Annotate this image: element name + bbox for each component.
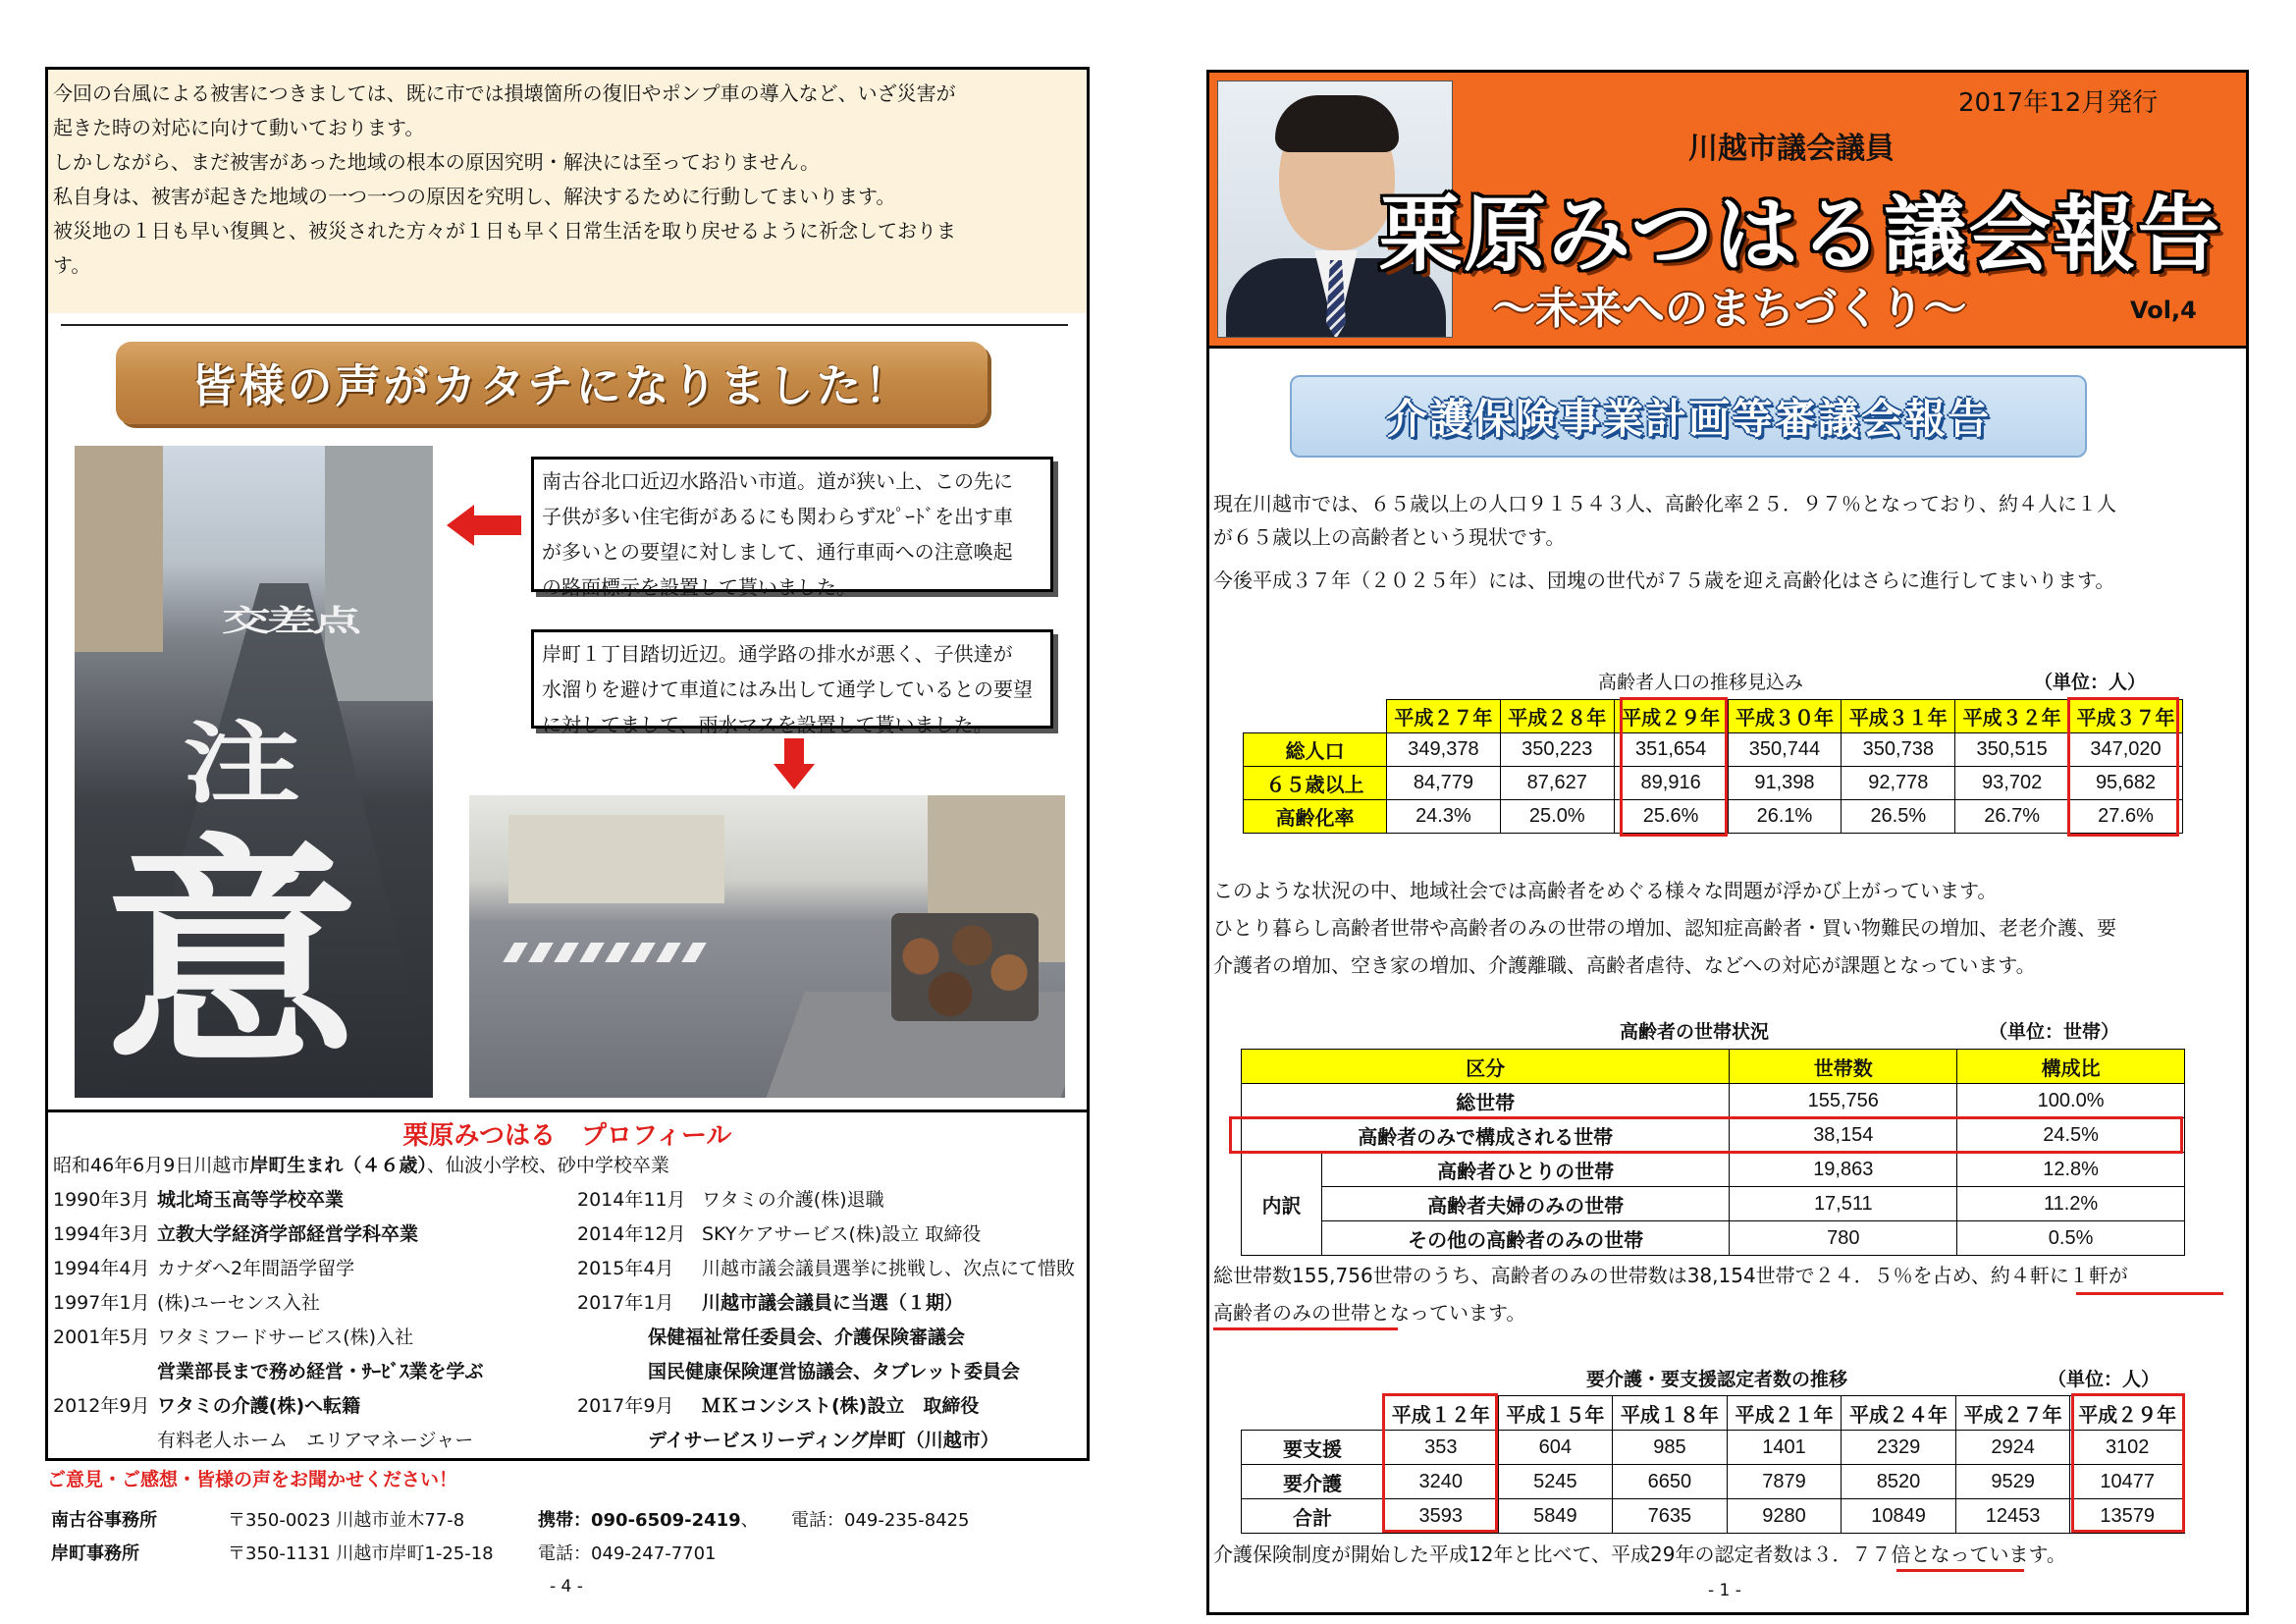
- table-cell: 5245: [1498, 1465, 1613, 1499]
- table-cell: 350,223: [1500, 733, 1614, 767]
- intro-line: 今回の台風による被害につきましては、既に市では損壊箇所の復旧やポンプ車の導入など、いざ災害が: [53, 81, 956, 105]
- row-label: 高齢化率: [1244, 800, 1387, 834]
- profile-entry: [53, 1257, 354, 1280]
- table-cell: 350,738: [1842, 733, 1955, 767]
- table-cell: 3102: [2070, 1431, 2185, 1465]
- divider: [48, 1110, 1087, 1112]
- divider: [1209, 346, 2246, 349]
- row-label: 総人口: [1244, 733, 1387, 767]
- row-label: 要介護: [1242, 1465, 1384, 1499]
- profile-entry: [157, 1360, 484, 1383]
- table-cell: 11.2%: [1957, 1187, 2185, 1221]
- profile-date: 2014年12月: [577, 1223, 686, 1245]
- intro-line: す。: [53, 253, 91, 277]
- highlight-box-h29: [2071, 1393, 2185, 1533]
- photo2-caption: [531, 629, 1053, 736]
- table-header: 世帯数: [1730, 1050, 1957, 1084]
- profile-text: 営業部長まで務め経営・ｻｰﾋﾞｽ業を学ぶ: [157, 1361, 484, 1382]
- caption-line: が多いとの要望に対しまして、通行車両への注意喚起: [542, 540, 1013, 564]
- photo1-caption: [531, 457, 1053, 599]
- table-cell: 92,778: [1842, 767, 1955, 800]
- table-header: 平成３２年: [1955, 700, 2069, 733]
- road-marking-text-bottom: 意: [104, 813, 359, 1098]
- profile-entry: [53, 1291, 320, 1315]
- office1-row: [51, 1506, 157, 1532]
- table3-caption: 要介護・要支援認定者数の推移: [1586, 1369, 1848, 1390]
- table-cell: 87,627: [1500, 767, 1614, 800]
- section-title-scroll: [1290, 375, 2087, 458]
- table-cell: 3593: [1384, 1499, 1499, 1534]
- table-cell: 604: [1498, 1431, 1613, 1465]
- profile-text: ワタミの介護(株)へ転籍: [157, 1395, 361, 1417]
- profile-entry: [648, 1326, 965, 1349]
- row-label: その他の高齢者のみの世帯: [1321, 1221, 1729, 1256]
- profile-entry: [648, 1429, 999, 1452]
- report-subtitle: ～未来へのまちづくり～: [1492, 284, 1967, 334]
- table-corner: [1242, 1396, 1384, 1431]
- office1-name: 南古谷事務所: [51, 1510, 157, 1531]
- table-header: 平成１８年: [1613, 1396, 1728, 1431]
- table-cell: 985: [1613, 1431, 1728, 1465]
- profile-date: 1997年1月: [53, 1292, 150, 1314]
- table-cell: 38,154: [1730, 1118, 1957, 1153]
- profile-date: 2014年11月: [577, 1189, 686, 1211]
- row-label: 総世帯: [1242, 1084, 1730, 1118]
- highlight-box-elderly-households: [1229, 1116, 2183, 1154]
- member-title: 川越市議会議員: [1688, 132, 1895, 166]
- table-cell: 0.5%: [1957, 1221, 2185, 1256]
- profile-entry: [53, 1222, 418, 1246]
- contact-title: ご意見・ご感想・皆様の声をお聞かせください！: [47, 1469, 458, 1490]
- table-row: [1242, 1153, 2185, 1187]
- table1-unit: （単位：人）: [2034, 672, 2147, 693]
- report-title: 栗原みつはる議会報告: [1379, 187, 2222, 283]
- mobile-number: 携帯：090-6509-2419: [538, 1510, 741, 1531]
- profile-text: 国民健康保険運営協議会、タブレット委員会: [648, 1361, 1021, 1382]
- profile-date: 1994年4月: [53, 1258, 150, 1279]
- table-cell: 24.3%: [1387, 800, 1501, 834]
- table-header: 平成１２年: [1384, 1396, 1499, 1431]
- table-cell: 155,756: [1730, 1084, 1957, 1118]
- table-cell: 351,654: [1614, 733, 1728, 767]
- profile-text: 立教大学経済学部経営学科卒業: [157, 1223, 419, 1245]
- underline-highlight: [2076, 1292, 2223, 1295]
- intro-text: [53, 77, 1084, 283]
- paragraph-line: 現在川越市では、６５歳以上の人口９１５４３人、高齢化率２５．９７％となっており、約４人に１人: [1213, 492, 2116, 515]
- profile-date: 2012年9月: [53, 1395, 150, 1417]
- table-cell: 27.6%: [2069, 800, 2183, 834]
- profile-text: 城北埼玉高等学校卒業: [157, 1189, 345, 1211]
- profile-text: デイサービスリーディング岸町（川越市）: [648, 1430, 999, 1451]
- profile-text: ワタミフードサービス(株)入社: [157, 1326, 414, 1348]
- table-cell: 780: [1730, 1221, 1957, 1256]
- profile-text: ワタミの介護(株)退職: [702, 1189, 884, 1211]
- office2-name: 岸町事務所: [51, 1543, 139, 1564]
- table-cell: 13579: [2070, 1499, 2185, 1534]
- caption-line: 水溜りを避けて車道にはみ出して通学しているとの要望: [542, 677, 1033, 701]
- row-label: 高齢者夫婦のみの世帯: [1321, 1187, 1729, 1221]
- table-cell: 350,744: [1728, 733, 1842, 767]
- table-header: 平成１５年: [1498, 1396, 1613, 1431]
- paragraph-line: このような状況の中、地域社会では高齢者をめぐる様々な問題が浮かび上がっています。: [1213, 879, 1998, 902]
- table-cell: 1401: [1727, 1431, 1842, 1465]
- underline-highlight: [1896, 1569, 2024, 1572]
- intro-line: 私自身は、被害が起きた地域の一つ一つの原因を究明し、解決するために行動してまいります。: [53, 185, 896, 208]
- profile-entry: [577, 1222, 981, 1246]
- office2-tel: 電話：049-247-7701: [538, 1543, 717, 1564]
- underline-highlight: [1213, 1327, 1398, 1330]
- row-label: 合計: [1242, 1499, 1384, 1534]
- table-cell: 347,020: [2069, 733, 2183, 767]
- caption-line: の路面標示を設置して貰いました。: [542, 575, 856, 599]
- profile-intro-birthplace: 岸町生まれ（４６歳）: [249, 1155, 427, 1176]
- table-header: 平成２９年: [2070, 1396, 2185, 1431]
- table-cell: 100.0%: [1957, 1084, 2185, 1118]
- caption-line: 南古谷北口近辺水路沿い市道。道が狭い上、この先に: [542, 469, 1013, 493]
- profile-entry: [648, 1360, 1020, 1383]
- office2-row: [51, 1540, 139, 1565]
- table-cell: 24.5%: [1957, 1118, 2185, 1153]
- table-cell: 349,378: [1387, 733, 1501, 767]
- table-header: 平成２１年: [1727, 1396, 1842, 1431]
- profile-entry: [577, 1188, 884, 1212]
- profile-text: 保健福祉常任委員会、介護保険審議会: [648, 1326, 966, 1348]
- voices-banner: [116, 342, 988, 424]
- divider: [61, 324, 1068, 326]
- table-cell: 6650: [1613, 1465, 1728, 1499]
- profile-intro-suffix: 、仙波小学校、砂中学校卒業: [426, 1155, 669, 1176]
- profile-entry: [53, 1394, 360, 1418]
- table-cell: 9529: [1955, 1465, 2070, 1499]
- caption-line: に対してまして、雨水マスを設置して貰いました。: [542, 713, 993, 736]
- profile-entry: [577, 1257, 1075, 1280]
- table-cell: 26.1%: [1728, 800, 1842, 834]
- intro-line: 被災地の１日も早い復興と、被災された方々が１日も早く日常生活を取り戻せるように祈念しておりま: [53, 219, 956, 243]
- table-header: 平成２４年: [1842, 1396, 1956, 1431]
- storm-drain-photo: [469, 795, 1065, 1098]
- highlight-box-h37: [2067, 697, 2179, 837]
- office2-address: 〒350-1131 川越市岸町1-25-18: [228, 1543, 494, 1564]
- table-row: [1242, 1221, 2185, 1256]
- highlight-box-h29: [1620, 697, 1728, 837]
- profile-text: SKYケアサービス(株)設立 取締役: [702, 1223, 982, 1245]
- table-cell: 91,398: [1728, 767, 1842, 800]
- table-corner: [1244, 700, 1387, 733]
- table-header: 平成２８年: [1500, 700, 1614, 733]
- row-label: 高齢者ひとりの世帯: [1321, 1153, 1729, 1187]
- table-cell: 25.6%: [1614, 800, 1728, 834]
- table-cell: 350,515: [1955, 733, 2069, 767]
- profile-date: 1990年3月: [53, 1189, 150, 1211]
- profile-entry: [53, 1326, 413, 1349]
- table-cell: 19,863: [1730, 1153, 1957, 1187]
- intro-line: しかしながら、まだ被害があった地域の根本の原因究明・解決には至っておりません。: [53, 150, 820, 174]
- paragraph-line: 総世帯数155,756世帯のうち、高齢者のみの世帯数は38,154世帯で２４．５％を占め、約４軒に１軒が: [1213, 1264, 2128, 1287]
- table-row: [1242, 1084, 2185, 1118]
- table-cell: 10849: [1842, 1499, 1956, 1534]
- profile-text: 有料老人ホーム エリアマネージャー: [157, 1430, 474, 1451]
- table-cell: 3240: [1384, 1465, 1499, 1499]
- paragraph-line: 高齢者のみの世帯となっています。: [1213, 1301, 1526, 1325]
- table-cell: 26.5%: [1842, 800, 1955, 834]
- row-label: 高齢者のみで構成される世帯: [1242, 1118, 1730, 1153]
- table2-caption: 高齢者の世帯状況: [1620, 1021, 1770, 1043]
- profile-text: 川越市議会議員に当選（１期）: [702, 1292, 964, 1314]
- profile-entry: [577, 1291, 963, 1315]
- table-cell: 2924: [1955, 1431, 2070, 1465]
- table-cell: 89,916: [1614, 767, 1728, 800]
- table-header: 平成３１年: [1842, 700, 1955, 733]
- table1-caption: 高齢者人口の推移見込み: [1598, 672, 1804, 693]
- table-cell: 17,511: [1730, 1187, 1957, 1221]
- table-cell: 25.0%: [1500, 800, 1614, 834]
- table-cell: 7879: [1727, 1465, 1842, 1499]
- road-marking-text-mid: 注: [183, 711, 300, 815]
- table-cell: 8520: [1842, 1465, 1956, 1499]
- paragraph-line: が６５歳以上の高齢者という現状です。: [1213, 525, 1566, 549]
- profile-text: ＭＫコンシスト(株)設立 取締役: [702, 1395, 980, 1417]
- issue-date: 2017年12月発行: [1958, 88, 2159, 118]
- table-cell: 10477: [2070, 1465, 2185, 1499]
- table2-unit: （単位：世帯）: [1989, 1021, 2120, 1043]
- table-cell: 12453: [1955, 1499, 2070, 1534]
- table-header: 平成２７年: [1955, 1396, 2070, 1431]
- table-row: [1242, 1187, 2185, 1221]
- office1-address: 〒350-0023 川越市並木77-8: [228, 1510, 465, 1531]
- profile-date: 2017年1月: [577, 1292, 674, 1314]
- table-cell: 26.7%: [1955, 800, 2069, 834]
- profile-intro: [53, 1151, 669, 1177]
- paragraph-line: 今後平成３７年（２０２５年）には、団塊の世代が７５歳を迎え高齢化はさらに進行してまいります。: [1213, 568, 2115, 592]
- volume-number: Vol,4: [2130, 297, 2197, 324]
- table-header: 平成３７年: [2069, 700, 2183, 733]
- intro-line: 起きた時の対応に向けて動いております。: [53, 116, 425, 139]
- table-cell: 7635: [1613, 1499, 1728, 1534]
- table-header: 平成２９年: [1614, 700, 1728, 733]
- profile-entry: [157, 1429, 473, 1452]
- table-cell: 12.8%: [1957, 1153, 2185, 1187]
- table-header: 構成比: [1957, 1050, 2185, 1084]
- page-number-right: - 1 -: [1708, 1581, 1741, 1600]
- road-marking-text-top: 交差点: [222, 603, 357, 638]
- arrow-down-icon: [774, 738, 815, 789]
- breakdown-label: 内訳: [1242, 1153, 1322, 1256]
- table-cell: 353: [1384, 1431, 1499, 1465]
- arrow-left-icon: [447, 505, 521, 546]
- profile-text: (株)ユーセンス入社: [157, 1292, 320, 1314]
- mobile-row: [538, 1506, 759, 1532]
- profile-date: 1994年3月: [53, 1223, 150, 1245]
- table-header: 平成２７年: [1387, 700, 1501, 733]
- profile-text: カナダへ2年間語学留学: [157, 1258, 355, 1279]
- profile-entry: [577, 1394, 979, 1418]
- profile-intro-prefix: 昭和46年6月9日川越市: [53, 1155, 250, 1176]
- mobile-separator: 、: [740, 1510, 759, 1531]
- table-cell: 84,779: [1387, 767, 1501, 800]
- profile-date: 2015年4月: [577, 1258, 674, 1279]
- profile-date: 2001年5月: [53, 1326, 150, 1348]
- profile-title: 栗原みつはる プロフィール: [402, 1121, 732, 1151]
- banner-text: 皆様の声がカタチになりました！: [190, 359, 913, 412]
- table-cell: 9280: [1727, 1499, 1842, 1534]
- section-title: 介護保険事業計画等審議会報告: [1385, 395, 1991, 443]
- table-cell: 5849: [1498, 1499, 1613, 1534]
- profile-text: 川越市議会議員選挙に挑戦し、次点にて惜敗: [702, 1258, 1076, 1279]
- profile-entry: [53, 1188, 344, 1212]
- table-cell: 2329: [1842, 1431, 1956, 1465]
- road-marking-photo: [75, 446, 433, 1098]
- caption-line: 子供が多い住宅街があるにも関わらずｽﾋﾟｰﾄﾞを出す車: [542, 505, 1013, 528]
- page-number-left: - 4 -: [550, 1577, 583, 1597]
- table-header: 区分: [1242, 1050, 1730, 1084]
- paragraph-line: 介護保険制度が開始した平成12年と比べて、平成29年の認定者数は３．７７倍となっています。: [1213, 1543, 2066, 1566]
- profile-date: 2017年9月: [577, 1395, 674, 1417]
- highlight-box-h12: [1382, 1393, 1498, 1533]
- row-label: ６５歳以上: [1244, 767, 1387, 800]
- paragraph-line: ひとり暮らし高齢者世帯や高齢者のみの世帯の増加、認知症高齢者・買い物難民の増加、老老介護、要: [1213, 916, 2116, 940]
- table3-unit: （単位：人）: [2048, 1369, 2161, 1390]
- table-cell: 95,682: [2069, 767, 2183, 800]
- table-header: 平成３０年: [1728, 700, 1842, 733]
- paragraph-line: 介護者の増加、空き家の増加、介護離職、高齢者虐待、などへの対応が課題となっています。: [1213, 953, 2036, 977]
- row-label: 要支援: [1242, 1431, 1384, 1465]
- table-cell: 93,702: [1955, 767, 2069, 800]
- office1-tel: 電話：049-235-8425: [791, 1510, 970, 1531]
- caption-line: 岸町１丁目踏切近辺。通学路の排水が悪く、子供達が: [542, 642, 1013, 666]
